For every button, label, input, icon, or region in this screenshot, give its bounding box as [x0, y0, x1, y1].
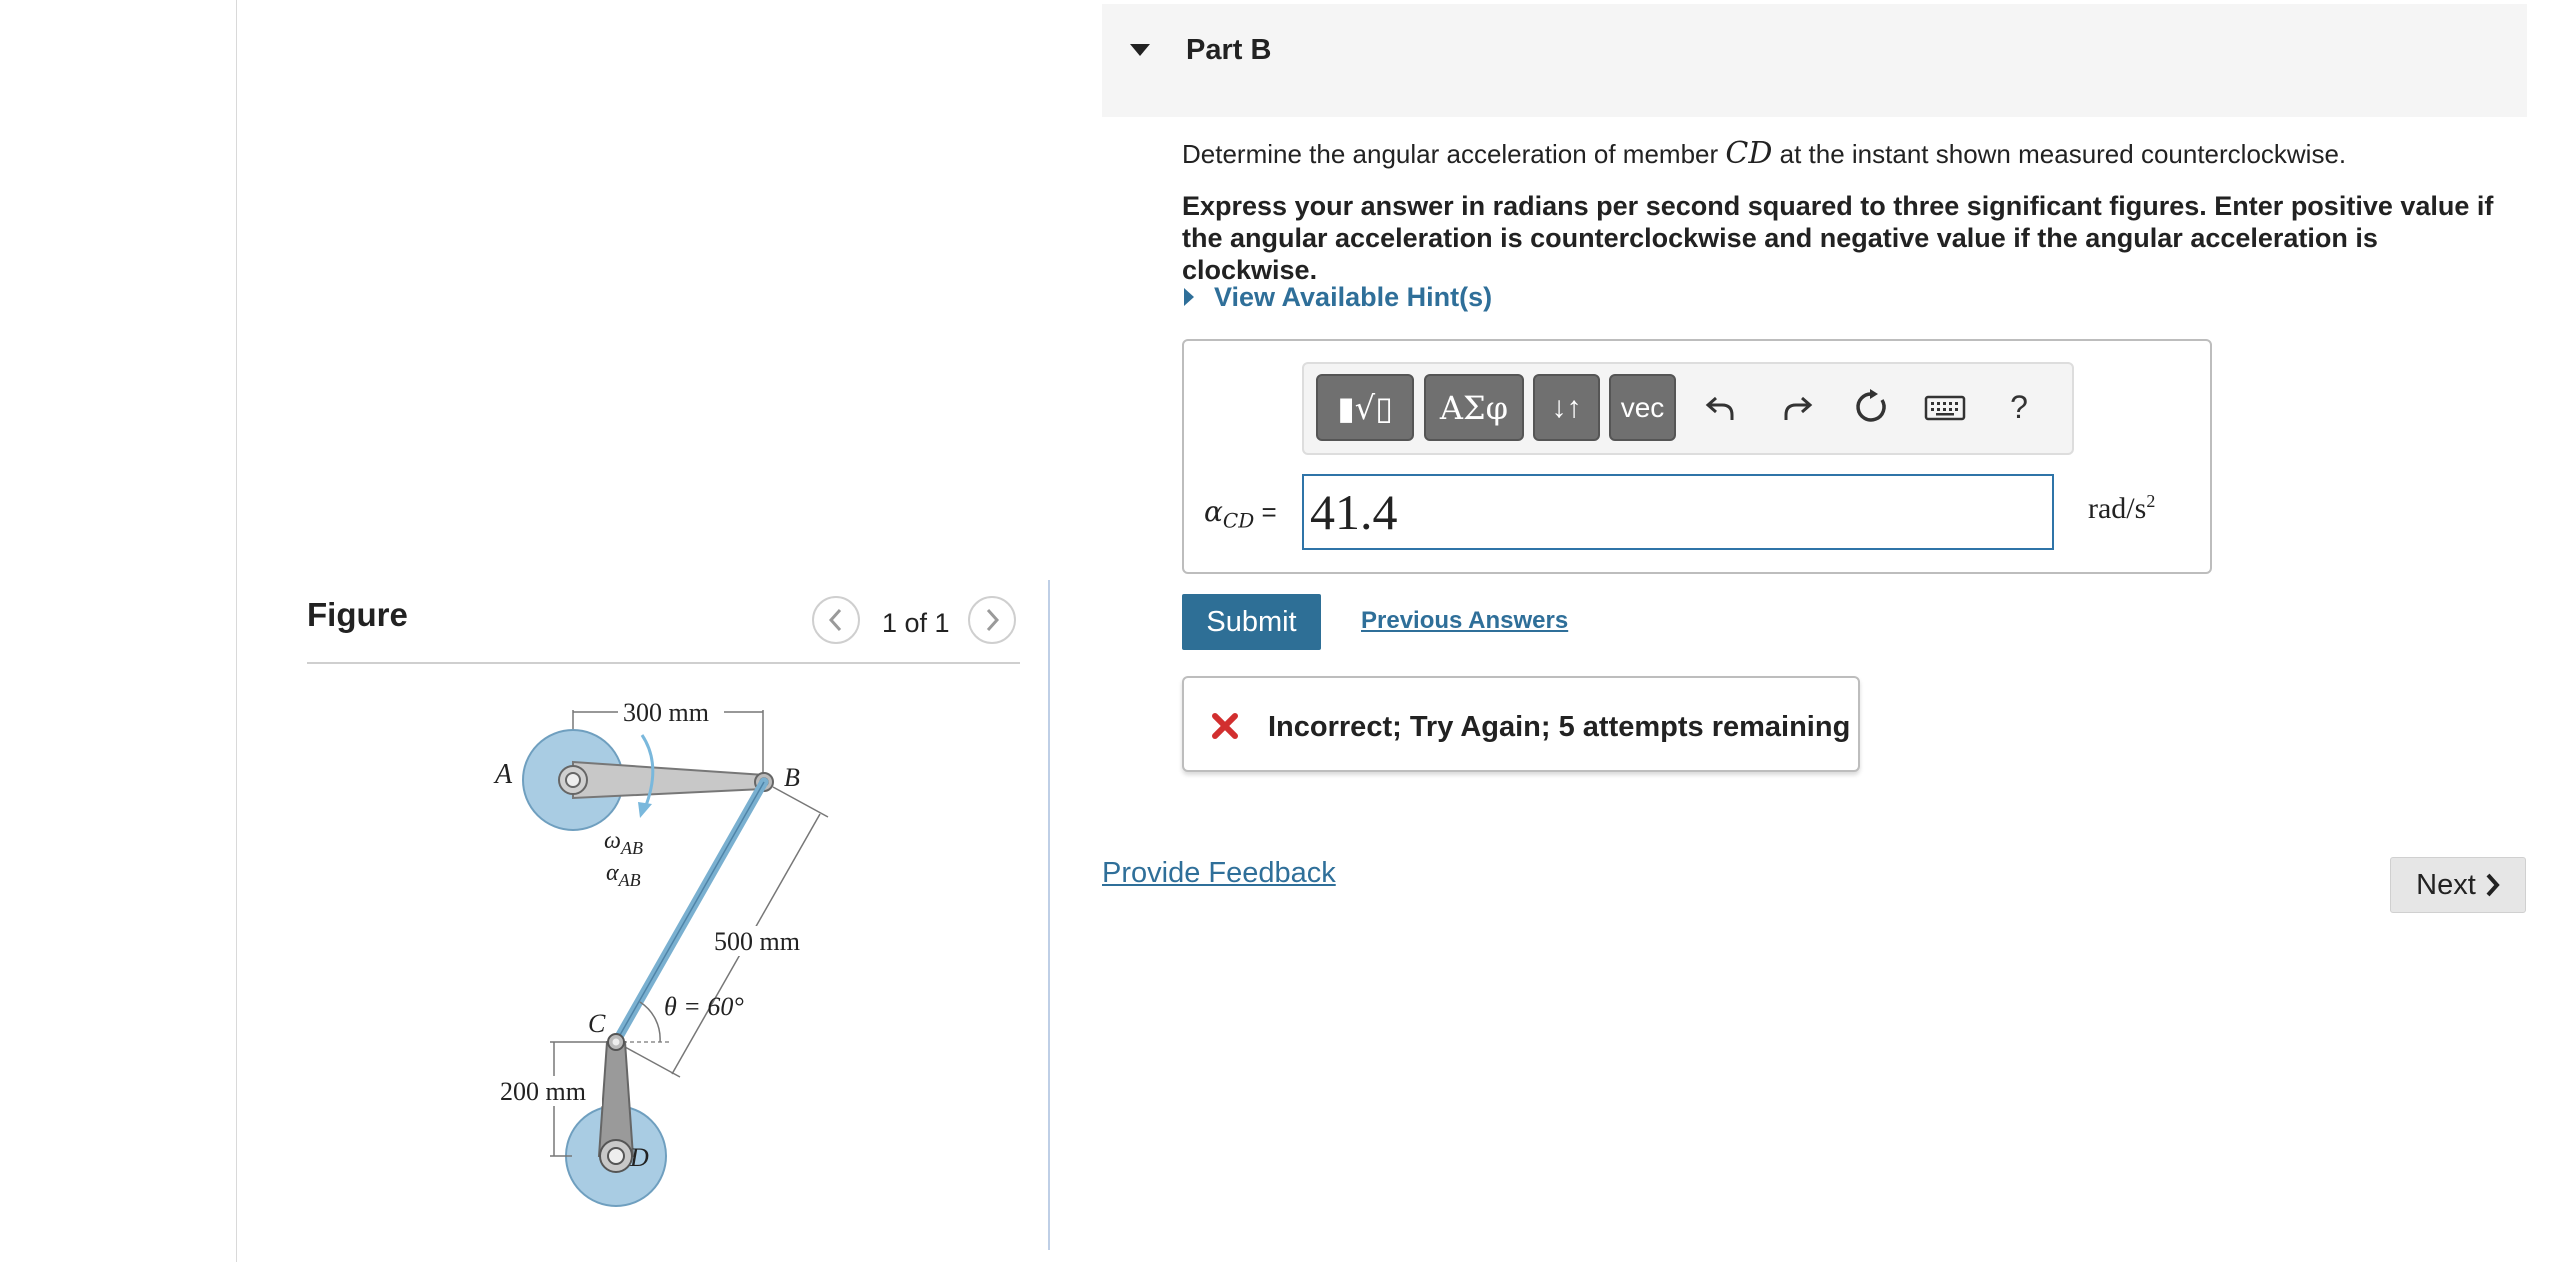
answer-input[interactable]: [1302, 474, 2054, 550]
var-alpha: α: [1204, 495, 1223, 528]
svg-text:αAB: [606, 860, 641, 890]
previous-answers-link[interactable]: Previous Answers: [1361, 607, 1569, 634]
view-hints-link[interactable]: View Available Hint(s): [1214, 282, 1493, 312]
dim-ab-label: 300 mm: [623, 698, 709, 727]
figure-prev-button[interactable]: [812, 596, 860, 644]
question-text: Determine the angular acceleration of member CD at the instant shown measured counterclockwise.: [1182, 136, 2347, 171]
greek-symbols-button[interactable]: ΑΣφ: [1424, 374, 1524, 441]
panel-divider[interactable]: [1048, 580, 1050, 1250]
part-title: Part B: [1186, 34, 1272, 66]
dim-cd-label: 200 mm: [500, 1077, 586, 1106]
answer-variable: [1204, 495, 1277, 533]
alpha-symbol: α: [606, 860, 619, 886]
svg-text:ωAB: [604, 828, 643, 858]
part-header[interactable]: [1102, 4, 2527, 117]
figure-title: Figure: [307, 596, 408, 633]
caret-down-icon[interactable]: [1128, 42, 1152, 58]
mechanism-figure: [480, 680, 840, 1220]
member-cd-math: CD: [1725, 136, 1773, 171]
label-c: C: [588, 1009, 606, 1038]
alpha-subscript: AB: [618, 870, 641, 890]
feedback-message: Incorrect; Try Again; 5 attempts remaining: [1268, 711, 1851, 743]
figure-next-button[interactable]: [968, 596, 1016, 644]
redo-icon[interactable]: [1772, 382, 1822, 432]
equals-sign: =: [1254, 497, 1277, 527]
reset-icon[interactable]: [1847, 382, 1897, 432]
chevron-left-icon: [826, 607, 846, 633]
vector-button[interactable]: vec: [1609, 374, 1676, 441]
theta-label: θ = 60°: [664, 992, 744, 1021]
error-x-icon: [1210, 711, 1240, 741]
omega-subscript: AB: [620, 838, 643, 858]
label-a: A: [495, 759, 513, 790]
var-subscript: CD: [1222, 508, 1255, 533]
provide-feedback-link[interactable]: Provide Feedback: [1102, 857, 1336, 889]
link-ab: [573, 762, 764, 798]
figure-pager: 1 of 1: [882, 608, 950, 638]
dim-bc-label: 500 mm: [714, 927, 800, 956]
instruction-text: Express your answer in radians per second squared to three significant figures. Enter positive value if the angular acceleration is counterclockwise and negative value if the angular acceleration is clockwise.: [1182, 191, 2494, 285]
chevron-right-icon: [982, 607, 1002, 633]
caret-right-icon[interactable]: [1182, 286, 1196, 308]
templates-button[interactable]: ▮√▯: [1316, 374, 1414, 441]
chevron-right-icon: [2484, 872, 2500, 898]
label-b: B: [784, 763, 800, 792]
keyboard-icon[interactable]: [1920, 382, 1970, 432]
omega-symbol: ω: [604, 828, 621, 854]
figure-divider: [307, 662, 1020, 664]
label-d: D: [630, 1143, 649, 1172]
subscript-superscript-button[interactable]: ↓↑: [1533, 374, 1600, 441]
answer-units: rad/$s^2$: [2088, 491, 2156, 525]
left-panel-border: [236, 0, 237, 1262]
submit-button[interactable]: Submit: [1182, 594, 1321, 650]
math-toolbar: [1302, 362, 2074, 455]
link-cd: [599, 1042, 633, 1156]
next-button[interactable]: [2390, 857, 2526, 913]
help-button[interactable]: ?: [2010, 388, 2028, 425]
next-label: Next: [2416, 868, 2476, 901]
undo-icon[interactable]: [1696, 382, 1746, 432]
